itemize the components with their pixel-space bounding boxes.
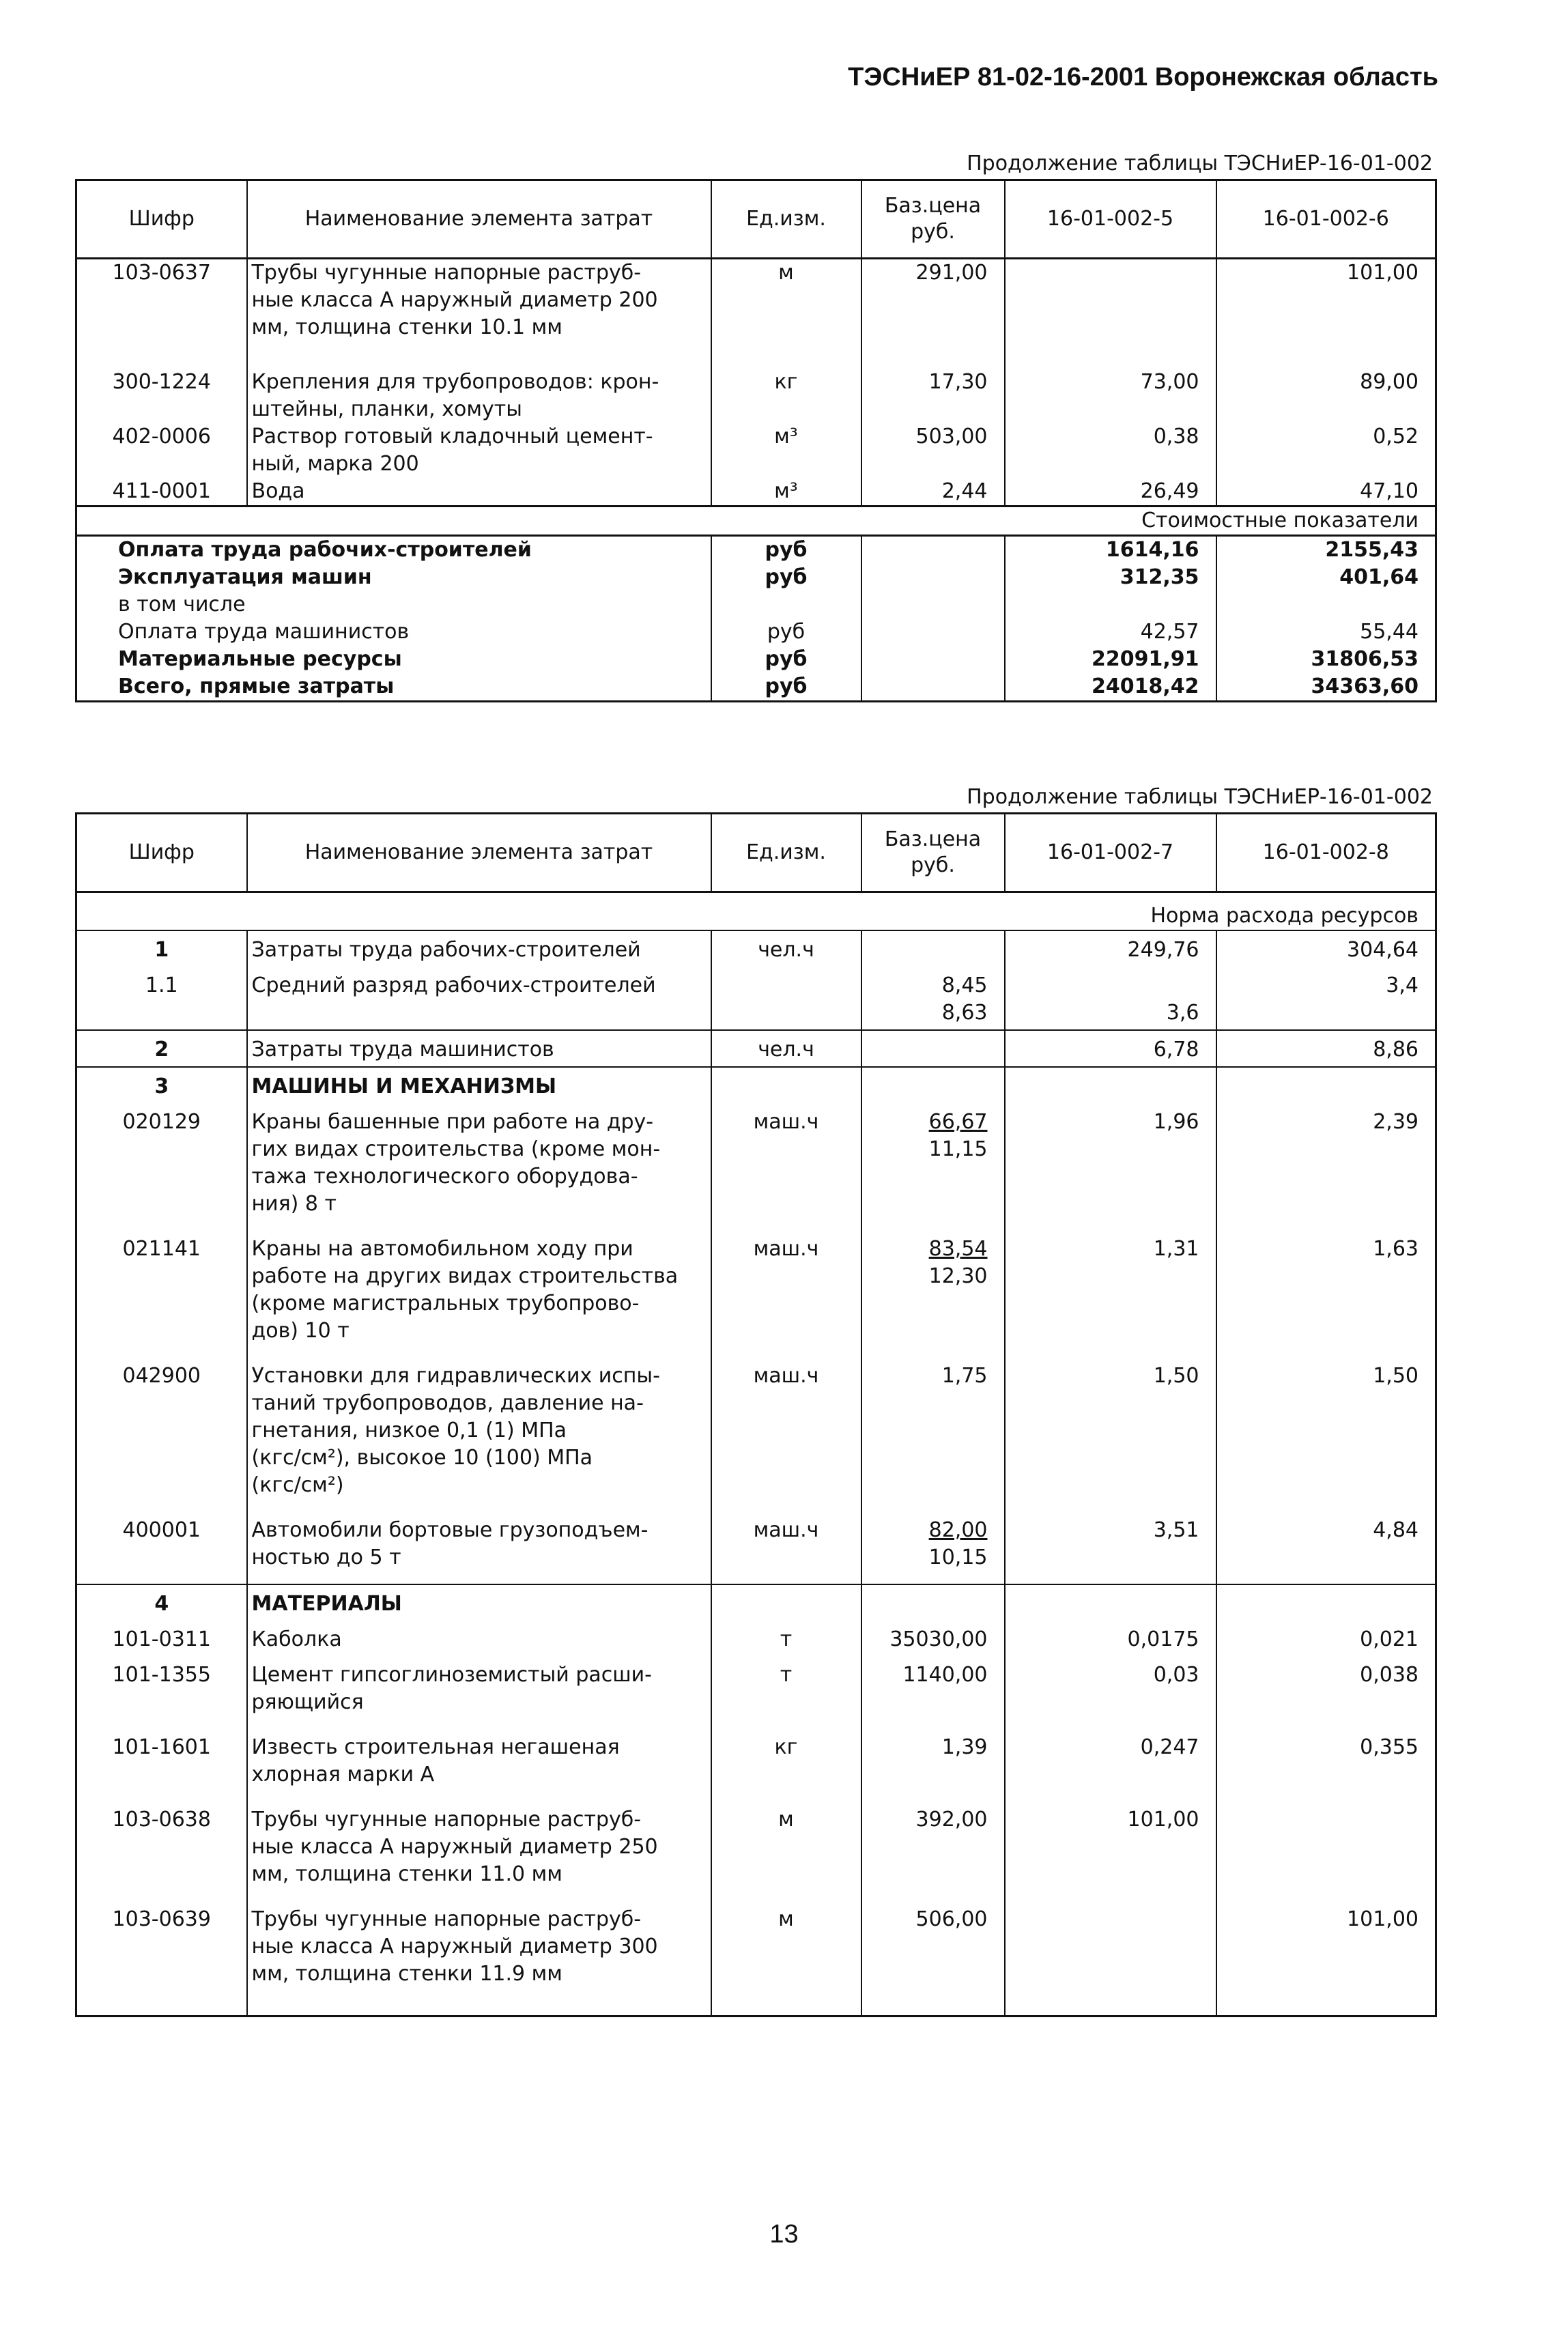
cell-value-2: 1,63: [1216, 1230, 1436, 1357]
summary-base-price: [861, 536, 1005, 565]
table-row: [76, 1103, 1436, 1230]
cell-value-2: 89,00: [1216, 369, 1436, 423]
cell-unit: м³: [711, 423, 861, 478]
table-row: [76, 423, 1436, 478]
cell-code: 402-0006: [76, 423, 247, 478]
cell-value-1: [1005, 1067, 1216, 1103]
cell-name: Вода: [247, 478, 711, 507]
cell-unit: маш.ч: [711, 1357, 861, 1511]
cell-value-1: [1005, 259, 1216, 342]
price-numerator: 66,67: [928, 1110, 988, 1134]
cell-value-1: 1,96: [1005, 1103, 1216, 1230]
cell-code: 020129: [76, 1103, 247, 1230]
table-row: [76, 1230, 1436, 1357]
summary-value-2: 34363,60: [1216, 673, 1436, 702]
column-header-code: Шифр: [76, 180, 247, 259]
cell-name: Трубы чугунные напорные раструб- ные класса А наружный диаметр 200 мм, толщина стенки 10.1 мм: [247, 259, 711, 342]
table-row: [76, 967, 1436, 1030]
summary-value-1: 42,57: [1005, 618, 1216, 646]
summary-name: в том числе: [76, 591, 711, 618]
summary-value-2: 55,44: [1216, 618, 1436, 646]
resource-table-2: [75, 812, 1437, 2017]
cell-value-2: 47,10: [1216, 478, 1436, 507]
cell-value-1: 0,247: [1005, 1728, 1216, 1801]
page-header-title: ТЭСНиЕР 81-02-16-2001 Воронежская область: [848, 63, 1438, 91]
cell-value-2: 2,39: [1216, 1103, 1436, 1230]
column-header-unit: Ед.изм.: [711, 814, 861, 892]
cell-unit: маш.ч: [711, 1103, 861, 1230]
cell-name: Крепления для трубопроводов: крон- штейны, планки, хомуты: [247, 369, 711, 423]
table2-header-row: [76, 814, 1436, 892]
summary-value-2: 401,64: [1216, 564, 1436, 591]
summary-row: [76, 564, 1436, 591]
summary-base-price: [861, 618, 1005, 646]
cell-base-price: [861, 1103, 1005, 1230]
cell-value-2: 1,50: [1216, 1357, 1436, 1511]
cell-value-1: 1,50: [1005, 1357, 1216, 1511]
resource-table-1: [75, 179, 1437, 702]
cell-value-1: 3,51: [1005, 1511, 1216, 1584]
cell-base-price: 392,00: [861, 1801, 1005, 1900]
cell-code: 400001: [76, 1511, 247, 1584]
cell-name: Затраты труда рабочих-строителей: [247, 930, 711, 967]
cell-name: Известь строительная негашеная хлорная марки А: [247, 1728, 711, 1801]
table-row: [76, 1728, 1436, 1801]
cell-unit: маш.ч: [711, 1230, 861, 1357]
cell-value-1: 3,6: [1005, 967, 1216, 1030]
cell-value-2: 0,038: [1216, 1656, 1436, 1728]
cell-unit: чел.ч: [711, 930, 861, 967]
cell-name: Установки для гидравлических испы- таний трубопроводов, давление на- гнетания, низкое 0,1 (1) МПа (кгс/см²), высокое 10 (100) МПа (кгс/см²): [247, 1357, 711, 1511]
summary-unit: [711, 591, 861, 618]
column-header-base-price: Баз.цена руб.: [861, 814, 1005, 892]
cell-name: Автомобили бортовые грузоподъем- ностью до 5 т: [247, 1511, 711, 1584]
cell-code: 103-0639: [76, 1900, 247, 2017]
cell-value-2: 3,4: [1216, 967, 1436, 1030]
cell-code: 021141: [76, 1230, 247, 1357]
summary-name: Всего, прямые затраты: [76, 673, 711, 702]
cell-value-1: 6,78: [1005, 1030, 1216, 1067]
cell-base-price: [861, 1030, 1005, 1067]
cell-value-2: 0,52: [1216, 423, 1436, 478]
column-header-code: Шифр: [76, 814, 247, 892]
cell-base-price: [861, 1584, 1005, 1621]
summary-row: [76, 591, 1436, 618]
table1-continuation-caption: Продолжение таблицы ТЭСНиЕР-16-01-002: [967, 152, 1433, 175]
cell-value-2: 0,021: [1216, 1621, 1436, 1656]
price-numerator: 82,00: [928, 1518, 988, 1542]
cell-base-price: 8,45 8,63: [861, 967, 1005, 1030]
cell-base-price: 1140,00: [861, 1656, 1005, 1728]
cell-base-price: 17,30: [861, 369, 1005, 423]
summary-row: [76, 536, 1436, 565]
price-denominator: 10,15: [928, 1545, 988, 1569]
cell-name: Краны башенные при работе на дру- гих видах строительства (кроме мон- тажа технологического оборудова- ния) 8 т: [247, 1103, 711, 1230]
table-row: [76, 1511, 1436, 1584]
cell-name: Цемент гипсоглиноземистый расши- ряющийся: [247, 1656, 711, 1728]
page-number: 13: [769, 2220, 799, 2249]
cell-base-price: [861, 930, 1005, 967]
cell-value-1: 249,76: [1005, 930, 1216, 967]
section-row: [76, 507, 1436, 536]
cell-code: 101-1601: [76, 1728, 247, 1801]
cell-code: 411-0001: [76, 478, 247, 507]
summary-row: [76, 673, 1436, 702]
summary-row: [76, 646, 1436, 673]
table-row: [76, 1030, 1436, 1067]
cell-unit: м: [711, 1801, 861, 1900]
column-header-unit: Ед.изм.: [711, 180, 861, 259]
cell-base-price: 35030,00: [861, 1621, 1005, 1656]
cell-value-1: [1005, 1900, 1216, 2017]
cell-name: Трубы чугунные напорные раструб- ные класса А наружный диаметр 250 мм, толщина стенки 11.0 мм: [247, 1801, 711, 1900]
cell-code: 3: [76, 1067, 247, 1103]
summary-value-2: [1216, 591, 1436, 618]
table-row: [76, 1900, 1436, 2017]
table-row: [76, 369, 1436, 423]
summary-base-price: [861, 591, 1005, 618]
cell-value-2: 0,355: [1216, 1728, 1436, 1801]
cell-name: Затраты труда машинистов: [247, 1030, 711, 1067]
table-row: [76, 478, 1436, 507]
table-row: [76, 1621, 1436, 1656]
cell-base-price: 1,75: [861, 1357, 1005, 1511]
column-header-name: Наименование элемента затрат: [247, 180, 711, 259]
cell-code: 1.1: [76, 967, 247, 1030]
column-header-base-price: Баз.цена руб.: [861, 180, 1005, 259]
cell-value-1: 73,00: [1005, 369, 1216, 423]
summary-value-1: 312,35: [1005, 564, 1216, 591]
cell-base-price: 1,39: [861, 1728, 1005, 1801]
cell-unit: м: [711, 1900, 861, 2017]
cell-value-1: 0,0175: [1005, 1621, 1216, 1656]
cell-unit: маш.ч: [711, 1511, 861, 1584]
cell-base-price: 506,00: [861, 1900, 1005, 2017]
cell-value-1: 101,00: [1005, 1801, 1216, 1900]
table-row: [76, 1584, 1436, 1621]
summary-base-price: [861, 646, 1005, 673]
cell-code: 2: [76, 1030, 247, 1067]
cell-unit: т: [711, 1656, 861, 1728]
cell-value-2: 8,86: [1216, 1030, 1436, 1067]
summary-name: Оплата труда рабочих-строителей: [76, 536, 711, 565]
table-row: [76, 1801, 1436, 1900]
summary-name: Оплата труда машинистов: [76, 618, 711, 646]
column-header-name: Наименование элемента затрат: [247, 814, 711, 892]
cell-name: МАТЕРИАЛЫ: [247, 1584, 711, 1621]
cell-unit: кг: [711, 369, 861, 423]
cell-unit: м: [711, 259, 861, 342]
cell-unit: [711, 1067, 861, 1103]
cell-base-price: [861, 1067, 1005, 1103]
cell-base-price: 291,00: [861, 259, 1005, 342]
cell-value-2: [1216, 1584, 1436, 1621]
summary-row: [76, 618, 1436, 646]
cell-unit: т: [711, 1621, 861, 1656]
cell-value-2: 101,00: [1216, 1900, 1436, 2017]
cell-base-price: 503,00: [861, 423, 1005, 478]
cell-value-1: [1005, 1584, 1216, 1621]
section-label: Стоимостные показатели: [76, 507, 1436, 536]
cell-unit: [711, 967, 861, 1030]
column-header-norm-6: 16-01-002-6: [1216, 180, 1436, 259]
summary-value-1: 22091,91: [1005, 646, 1216, 673]
price-denominator: 11,15: [928, 1137, 988, 1161]
cell-unit: м³: [711, 478, 861, 507]
summary-unit: руб: [711, 673, 861, 702]
price-numerator: 83,54: [928, 1237, 988, 1261]
cell-name: Раствор готовый кладочный цемент- ный, марка 200: [247, 423, 711, 478]
cell-value-1: 0,38: [1005, 423, 1216, 478]
summary-value-1: [1005, 591, 1216, 618]
cell-base-price: 2,44: [861, 478, 1005, 507]
cell-name: Средний разряд рабочих-строителей: [247, 967, 711, 1030]
cell-code: 1: [76, 930, 247, 967]
summary-name: Материальные ресурсы: [76, 646, 711, 673]
summary-base-price: [861, 673, 1005, 702]
cell-unit: [711, 1584, 861, 1621]
cell-value-2: [1216, 1801, 1436, 1900]
summary-value-2: 2155,43: [1216, 536, 1436, 565]
column-header-norm-8: 16-01-002-8: [1216, 814, 1436, 892]
cell-unit: чел.ч: [711, 1030, 861, 1067]
table-row: [76, 1357, 1436, 1511]
cell-value-2: 101,00: [1216, 259, 1436, 342]
section-row: [76, 892, 1436, 931]
summary-value-1: 24018,42: [1005, 673, 1216, 702]
column-header-norm-5: 16-01-002-5: [1005, 180, 1216, 259]
cell-value-2: [1216, 1067, 1436, 1103]
table-row: [76, 930, 1436, 967]
cell-code: 300-1224: [76, 369, 247, 423]
summary-value-2: 31806,53: [1216, 646, 1436, 673]
summary-base-price: [861, 564, 1005, 591]
cell-value-2: 4,84: [1216, 1511, 1436, 1584]
cell-base-price: [861, 1230, 1005, 1357]
section-label: Норма расхода ресурсов: [76, 892, 1436, 931]
cell-name: Каболка: [247, 1621, 711, 1656]
cell-value-1: 0,03: [1005, 1656, 1216, 1728]
cell-value-1: 1,31: [1005, 1230, 1216, 1357]
summary-value-1: 1614,16: [1005, 536, 1216, 565]
cell-name: Трубы чугунные напорные раструб- ные класса А наружный диаметр 300 мм, толщина стенки 11.9 мм: [247, 1900, 711, 2017]
table-row: [76, 1656, 1436, 1728]
table2-continuation-caption: Продолжение таблицы ТЭСНиЕР-16-01-002: [967, 785, 1433, 809]
summary-unit: руб: [711, 564, 861, 591]
cell-value-1: 26,49: [1005, 478, 1216, 507]
cell-value-2: 304,64: [1216, 930, 1436, 967]
table-row: [76, 1067, 1436, 1103]
cell-code: 103-0637: [76, 259, 247, 342]
cell-base-price: [861, 1511, 1005, 1584]
table-row: [76, 259, 1436, 342]
cell-code: 103-0638: [76, 1801, 247, 1900]
cell-code: 101-1355: [76, 1656, 247, 1728]
cell-code: 4: [76, 1584, 247, 1621]
cell-name: Краны на автомобильном ходу при работе на других видах строительства (кроме магистральных трубопрово- дов) 10 т: [247, 1230, 711, 1357]
cell-unit: кг: [711, 1728, 861, 1801]
summary-unit: руб: [711, 536, 861, 565]
column-header-norm-7: 16-01-002-7: [1005, 814, 1216, 892]
cell-name: МАШИНЫ И МЕХАНИЗМЫ: [247, 1067, 711, 1103]
summary-unit: руб: [711, 646, 861, 673]
spacer-row: [76, 341, 1436, 369]
table1-header-row: [76, 180, 1436, 259]
cell-code: 042900: [76, 1357, 247, 1511]
cell-code: 101-0311: [76, 1621, 247, 1656]
price-denominator: 12,30: [928, 1264, 988, 1288]
summary-unit: руб: [711, 618, 861, 646]
summary-name: Эксплуатация машин: [76, 564, 711, 591]
